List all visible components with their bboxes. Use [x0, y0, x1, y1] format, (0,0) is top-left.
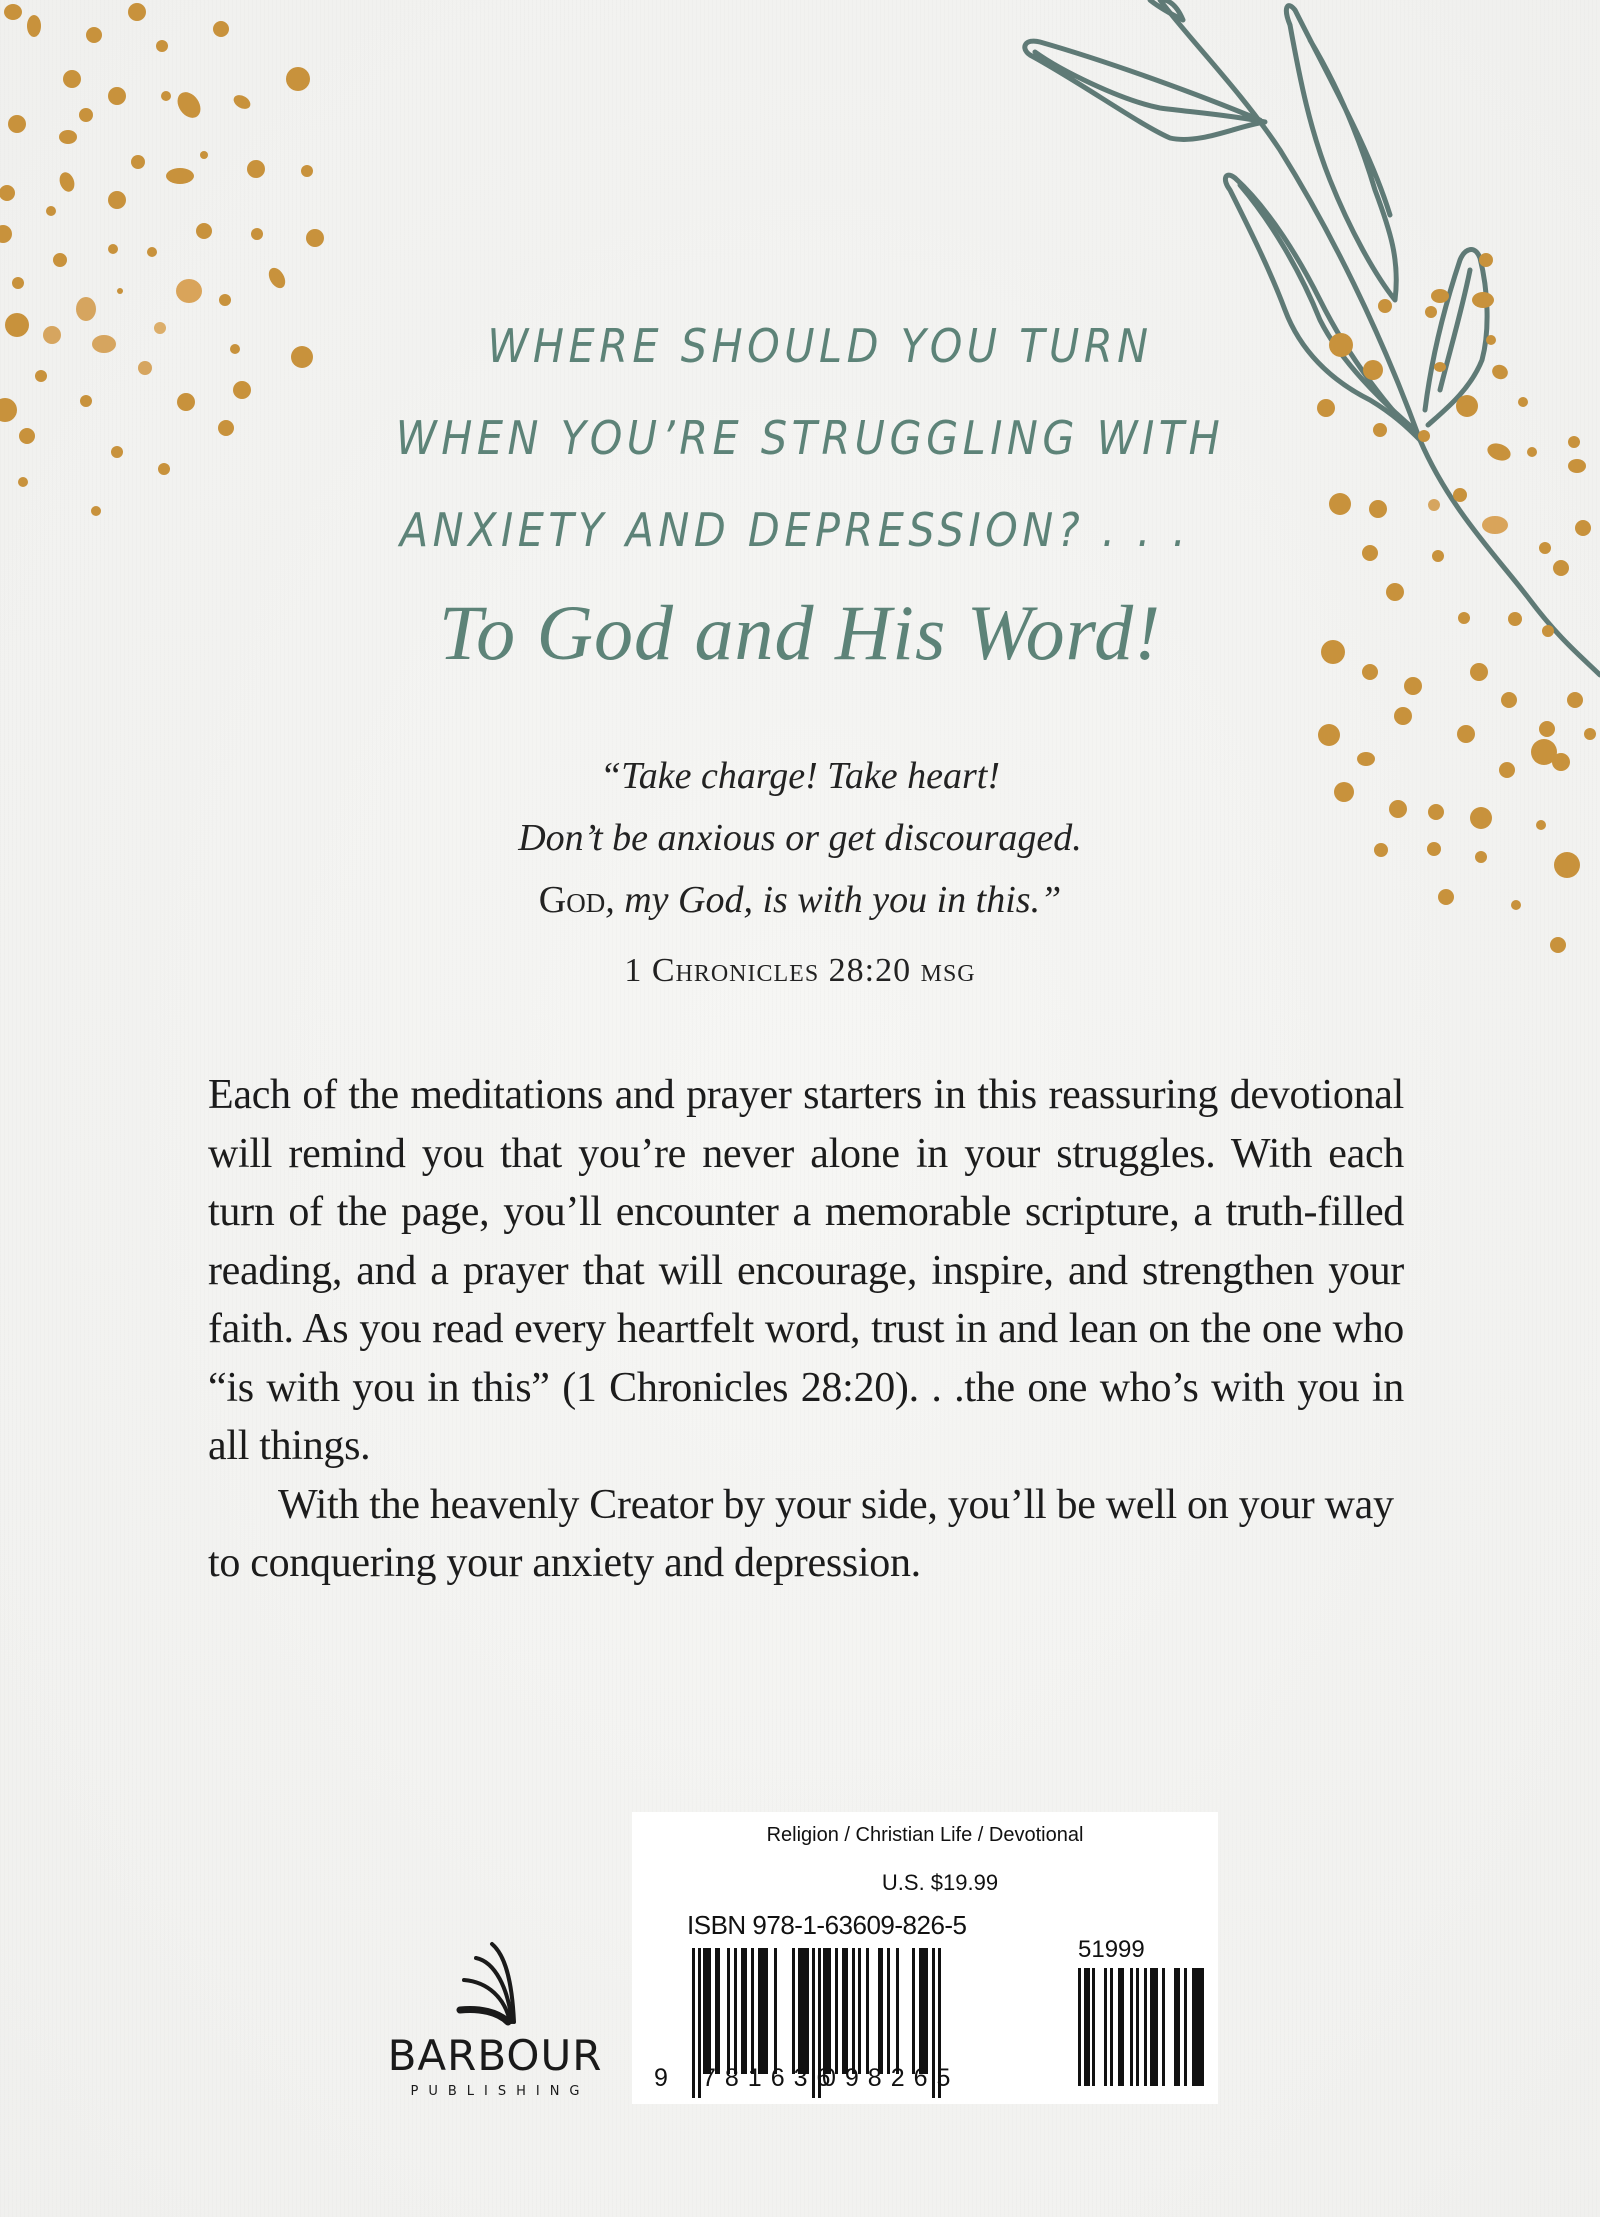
- scripture-reference: 1 Chronicles 28:20 msg: [624, 952, 976, 989]
- isbn-barcode-panel: [632, 1812, 1218, 2104]
- headline-line-2: WHEN YOU’RE STRUGGLING WITH: [395, 411, 1225, 465]
- verse-line-1: “Take charge! Take heart!: [599, 755, 1001, 797]
- description-paragraph-2: With the heavenly Creator by your side, you’ll be well on your way to conquering your anxiety and depression.: [208, 1481, 1394, 1586]
- description-body: [208, 1066, 1404, 1593]
- barcode-digit-lead: 9: [654, 2064, 668, 2092]
- isbn-label: ISBN 978-1-63609-826-5: [687, 1910, 967, 1940]
- barcode-digits-group-2: 098265: [822, 2064, 960, 2092]
- bisac-category: Religion / Christian Life / Devotional: [766, 1824, 1084, 1846]
- verse-line-3-rest: , my God, is with you in this.”: [605, 879, 1062, 921]
- verse-line-3: [360, 869, 1240, 931]
- open-book-icon: [450, 1940, 540, 2030]
- publisher-subtitle: PUBLISHING: [410, 2084, 590, 2099]
- headline-script: To God and His Word!: [438, 589, 1162, 676]
- description-paragraph-1: Each of the meditations and prayer starters in this reassuring devotional will remind you that you’re never alone in your struggles. With each turn of the page, you’ll encounter a memorable scripture, a truth-filled reading, and a prayer that will encourage, inspire, and strengthen your faith. As you read every heartfelt word, trust in and lean on the one who “is with you in this” (1 Chronicles 28:20). . .the one who’s with you in all things.: [208, 1072, 1404, 1469]
- price-addon-code: 51999: [1078, 1936, 1145, 1963]
- gold-dots-right-icon: [1317, 253, 1596, 953]
- price-label: U.S. $19.99: [881, 1870, 999, 1895]
- verse-smallcaps-god: God: [538, 879, 606, 921]
- publisher-logo: [380, 1940, 610, 2110]
- barcode-digits-group-1: 781636: [702, 2064, 840, 2092]
- verse-line-2: Don’t be anxious or get discouraged.: [518, 817, 1082, 859]
- publisher-name: BARBOUR: [387, 2031, 603, 2080]
- cover-headline: [300, 300, 1300, 576]
- gold-dots-top-left-icon: [0, 3, 324, 516]
- headline-line-1: WHERE SHOULD YOU TURN: [487, 319, 1153, 373]
- headline-line-3: ANXIETY AND DEPRESSION? . . .: [399, 503, 1191, 557]
- scripture-quote: [360, 745, 1240, 931]
- price-addon-barcode-icon: [1078, 1968, 1208, 2086]
